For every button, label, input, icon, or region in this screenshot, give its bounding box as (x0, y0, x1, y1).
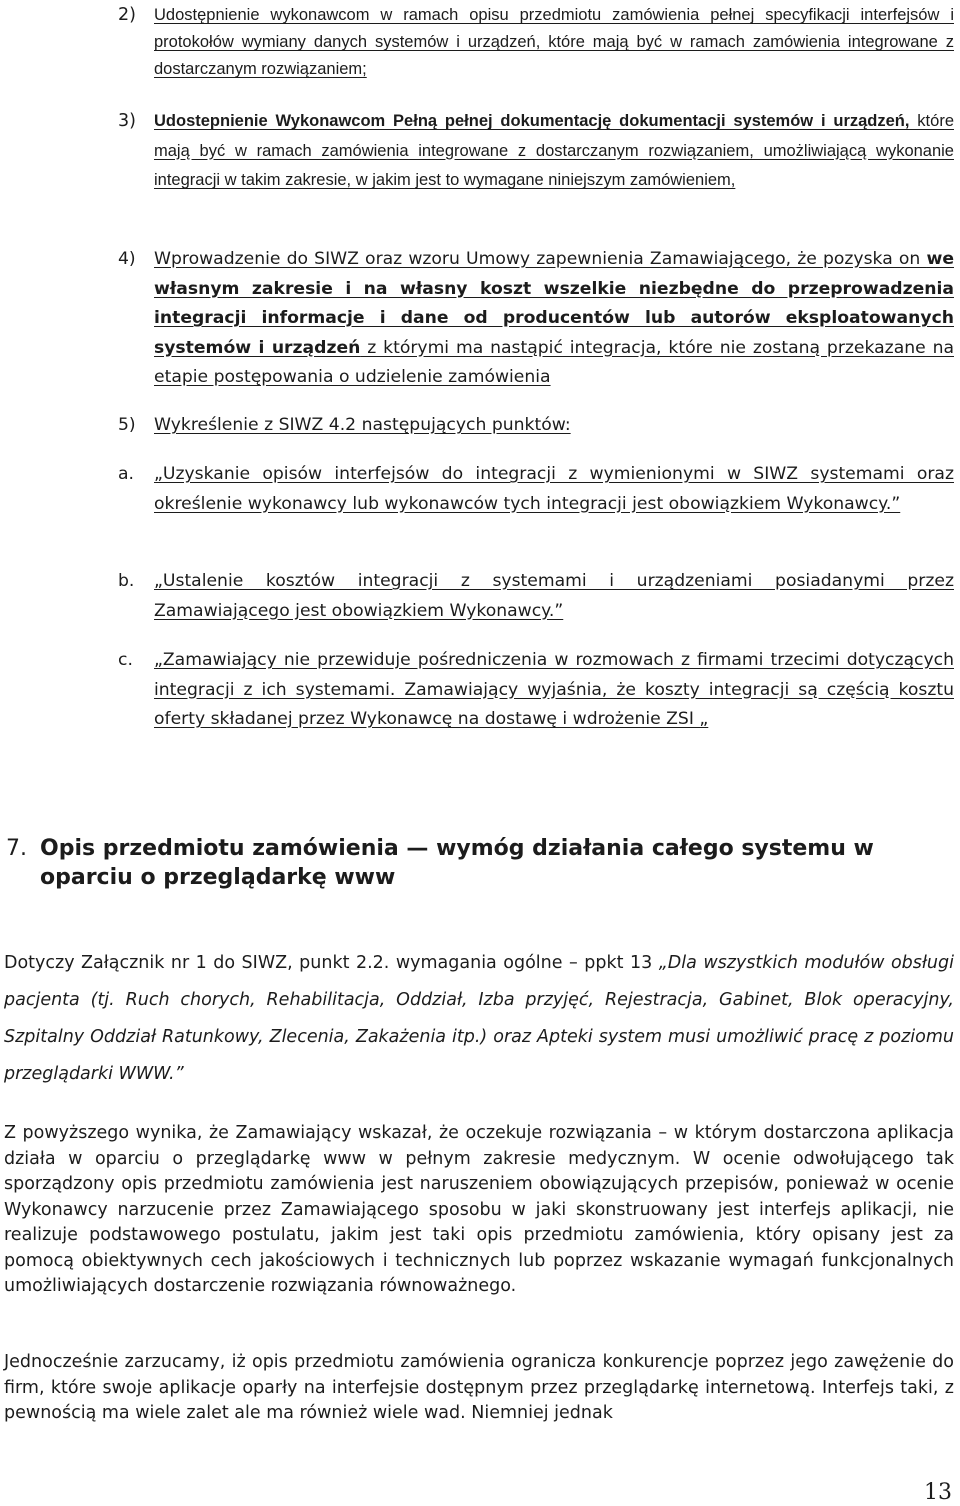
list-item-rest: które mają być w ramach zamówienia integrowane z dostarczanym rozwiązaniem, umożliwiającą wykonanie integracji w takim zakresie, w jakim jest to wymagane niniejszym zamówieniem, (154, 112, 954, 189)
list-item-text: Udostępnienie wykonawcom w ramach opisu przedmiotu zamówienia pełnej specyfikacji interfejsów i protokołów wymiany danych systemów i urządzeń, które mają być w ramach zamówienia integrowane z dostarczanym rozwiązaniem; (154, 6, 954, 78)
list-item-text (154, 245, 954, 393)
bold-phrase: we własnym zakresie i na własny koszt wszelkie niezbędne do przeprowadzenia integracji informacje i dane od producentów lub autorów eksploatowanych systemów i urządzeń (154, 249, 954, 358)
reference-text: Dotyczy Załącznik nr 1 do SIWZ, punkt 2.2. wymagania ogólne – ppkt 13 (4, 953, 659, 973)
paragraph-reference (4, 945, 954, 1093)
section-number: 7. (6, 836, 27, 861)
list-item-3 (118, 107, 954, 196)
sub-item-c (118, 646, 954, 735)
sub-letter: c. (118, 650, 133, 670)
paragraph-argument: Z powyższego wynika, że Zamawiający wskazał, że oczekuje rozwiązania – w którym dostarczona aplikacja działa w oparciu o przeglądarkę www w pełnym zakresie medycznym. W ocenie odwołującego tak sporządzony opis przedmiotu zamówienia jest naruszeniem obowiązujących przepisów, ponieważ w ocenie Wykonawcy narzucenie przez Zamawiającego sposobu w jaki skonstruowany jest interfejs aplikacji, nie realizuje podstawowego postulatu, jakim jest taki opis przedmiotu zamówienia, który opisany jest za pomocą obiektywnych cech jakościowych i technicznych lub poprzez wskazanie wymagań funkcjonalnych umożliwiających dostarczenie rozwiązania równoważnego. (4, 1123, 954, 1296)
section-title: Opis przedmiotu zamówienia — wymóg działania całego systemu w oparciu o przeglądarkę www (40, 836, 874, 890)
sub-item-text: „Ustalenie kosztów integracji z systemami i urządzeniami posiadanymi przez Zamawiającego jest obowiązkiem Wykonawcy.” (154, 571, 954, 621)
list-number: 3) (118, 111, 136, 131)
section-heading (6, 834, 956, 892)
list-item-rest: z którymi ma nastąpić integracja, które nie zostaną przekazane na etapie postępowania o udzielenie zamówienia (154, 337, 954, 387)
paragraph-competition: Jednocześnie zarzucamy, iż opis przedmiotu zamówienia ogranicza konkurencje poprzez jego zawężenie do firm, które swoje aplikacje oparły na interfejsie dostępnym przez przeglądarkę internetową. Interfejs taki, z pewnością ma wiele zalet ale ma również wiele wad. Niemniej jednak (4, 1352, 954, 1423)
list-number: 4) (118, 249, 136, 269)
quoted-requirement: „Dla wszystkich modułów obsługi pacjenta (tj. Ruch chorych, Rehabilitacja, Oddział, Izba przyjęć, Rejestracja, Gabinet, Blok operacyjny, Szpitalny Oddział Ratunkowy, Zlecenia, Zakażenia itp.) oraz Apteki system musi umożliwić pracę z poziomu przeglądarki WWW.” (4, 953, 954, 1084)
list-item-4 (118, 245, 954, 393)
bold-phrase: Udostepnienie Wykonawcom Pełną pełnej dokumentację dokumentacji systemów i urządzeń, (154, 112, 910, 130)
list-item-2 (118, 2, 954, 83)
list-number: 2) (118, 5, 136, 25)
list-item-intro: Wprowadzenie do SIWZ oraz wzoru Umowy zapewnienia Zamawiającego, że pozyska on (154, 249, 927, 269)
list-item-text: Wykreślenie z SIWZ 4.2 następujących punktów: (154, 415, 571, 435)
sub-item-a (118, 460, 954, 519)
list-item-5 (118, 411, 954, 440)
list-number: 5) (118, 415, 136, 435)
sub-item-b (118, 567, 954, 626)
list-item-text (154, 107, 954, 196)
page-number: 13 (924, 1480, 952, 1505)
sub-item-text: „Uzyskanie opisów interfejsów do integracji z wymienionymi w SIWZ systemami oraz określenie wykonawcy lub wykonawców tych integracji jest obowiązkiem Wykonawcy.” (154, 464, 954, 514)
sub-item-text: „Zamawiający nie przewiduje pośredniczenia w rozmowach z firmami trzecimi dotyczących integracji z ich systemami. Zamawiający wyjaśnia, że koszty integracji są częścią kosztu oferty składanej przez Wykonawcę na dostawę i wdrożenie ZSI „ (154, 650, 954, 729)
sub-letter: b. (118, 571, 135, 591)
sub-letter: a. (118, 464, 134, 484)
